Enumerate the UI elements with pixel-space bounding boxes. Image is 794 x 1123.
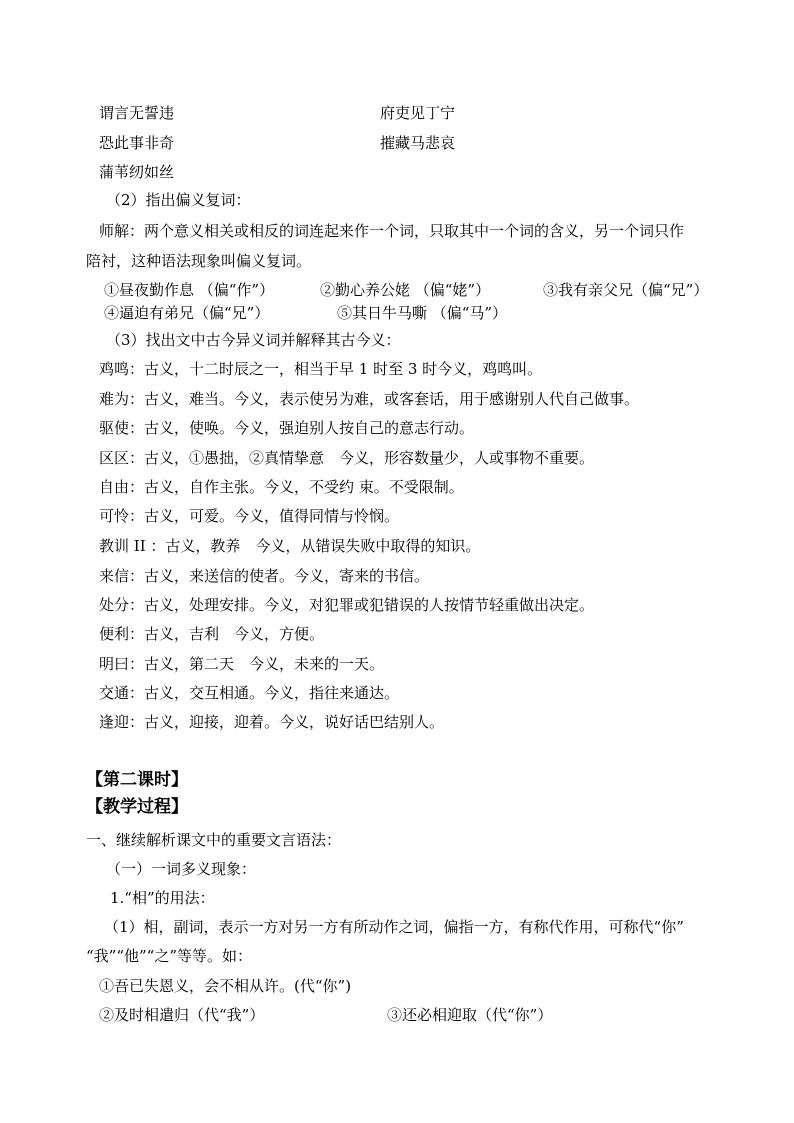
vocab-left-2: 恐此事非奇 [99,134,175,152]
polysemy-heading: （一）一词多义现象： [106,860,257,878]
guyi-item: 驱使：古义，使唤。今义，强迫别人按自己的意志行动。 [99,419,475,437]
lesson2-title: 【第二课时】 [86,770,188,790]
guyi-item: 可怜：古义，可爱。今义，值得同情与怜悯。 [99,507,400,525]
pianyi-example-2: ②勤心养公姥 （偏“姥”） [320,281,491,299]
pianyi-example-5: ⑤其日牛马嘶 （偏“马”） [337,304,508,322]
pianyi-example-1: ①昼夜勤作息 （偏“作”） [104,281,275,299]
guyi-item: 教训 II ：古义，教养 今义，从错误失败中取得的知识。 [99,537,481,555]
xiang-usage-line-2: “我”“他”“之”等等。如： [86,947,253,965]
vocab-left-3: 蒲苇纫如丝 [99,163,175,181]
guyi-item: 逢迎：古义，迎接，迎着。今义，说好话巴结别人。 [99,713,445,731]
guyi-item: 明曰：古义，第二天 今义，未来的一天。 [99,655,385,673]
guyi-item: 交通：古义，交互相通。今义，指往来通达。 [99,684,400,702]
xiang-example-3: ③还必相迎取（代“你”） [387,1006,553,1024]
vocab-right-1: 府吏见丁宁 [380,104,456,122]
guyi-item: 来信：古义，来送信的使者。今义，寄来的书信。 [99,567,430,585]
guyi-item: 鸡鸣：古义，十二时辰之一，相当于早 1 时至 3 时今义，鸡鸣叫。 [99,360,543,378]
pianyi-explain-line-2: 陪衬，这种语法现象叫偏义复词。 [86,252,312,270]
vocab-right-2: 摧藏马悲哀 [380,134,456,152]
pianyi-explain-line-1: 师解：两个意义相关或相反的词连起来作一个词，只取其中一个词的含义，另一个词只作 [99,222,685,240]
guyi-item: 区区：古义，①愚拙，②真情挚意 今义，形容数量少，人或事物不重要。 [99,449,595,467]
guyi-item: 处分：古义，处理安排。今义，对犯罪或犯错误的人按情节轻重做出决定。 [99,596,595,614]
xiang-usage-line-1: （1）相，副词，表示一方对另一方有所动作之词，偏指一方，有称代作用，可称代“你” [104,918,684,936]
xiang-example-2: ②及时相遣归（代“我”） [99,1006,265,1024]
guyi-item: 自由：古义，自作主张。今义，不受约 束。不受限制。 [99,478,464,496]
pianyi-heading: （2）指出偏义复词： [106,191,251,209]
xiang-example-1: ①吾已失恩义，会不相从许。(代“你”) [99,977,352,995]
vocab-left-1: 谓言无誓违 [99,104,175,122]
pianyi-example-4: ④逼迫有弟兄（偏“兄”） [104,304,270,322]
teaching-process-heading: 【教学过程】 [86,797,188,817]
guyi-item: 便利：古义，吉利 今义，方便。 [99,625,325,643]
step-1-heading: 一、继续解析课文中的重要文言语法： [86,831,342,849]
guyi-item: 难为：古义，难当。今义，表示使另为难，或客套话，用于感谢别人代自己做事。 [99,390,640,408]
pianyi-example-3: ③我有亲父兄（偏“兄”） [543,281,709,299]
guyi-heading: （3）找出文中古今异义词并解释其古今义： [106,331,401,349]
xiang-usage-heading: 1.“相”的用法： [110,889,215,907]
